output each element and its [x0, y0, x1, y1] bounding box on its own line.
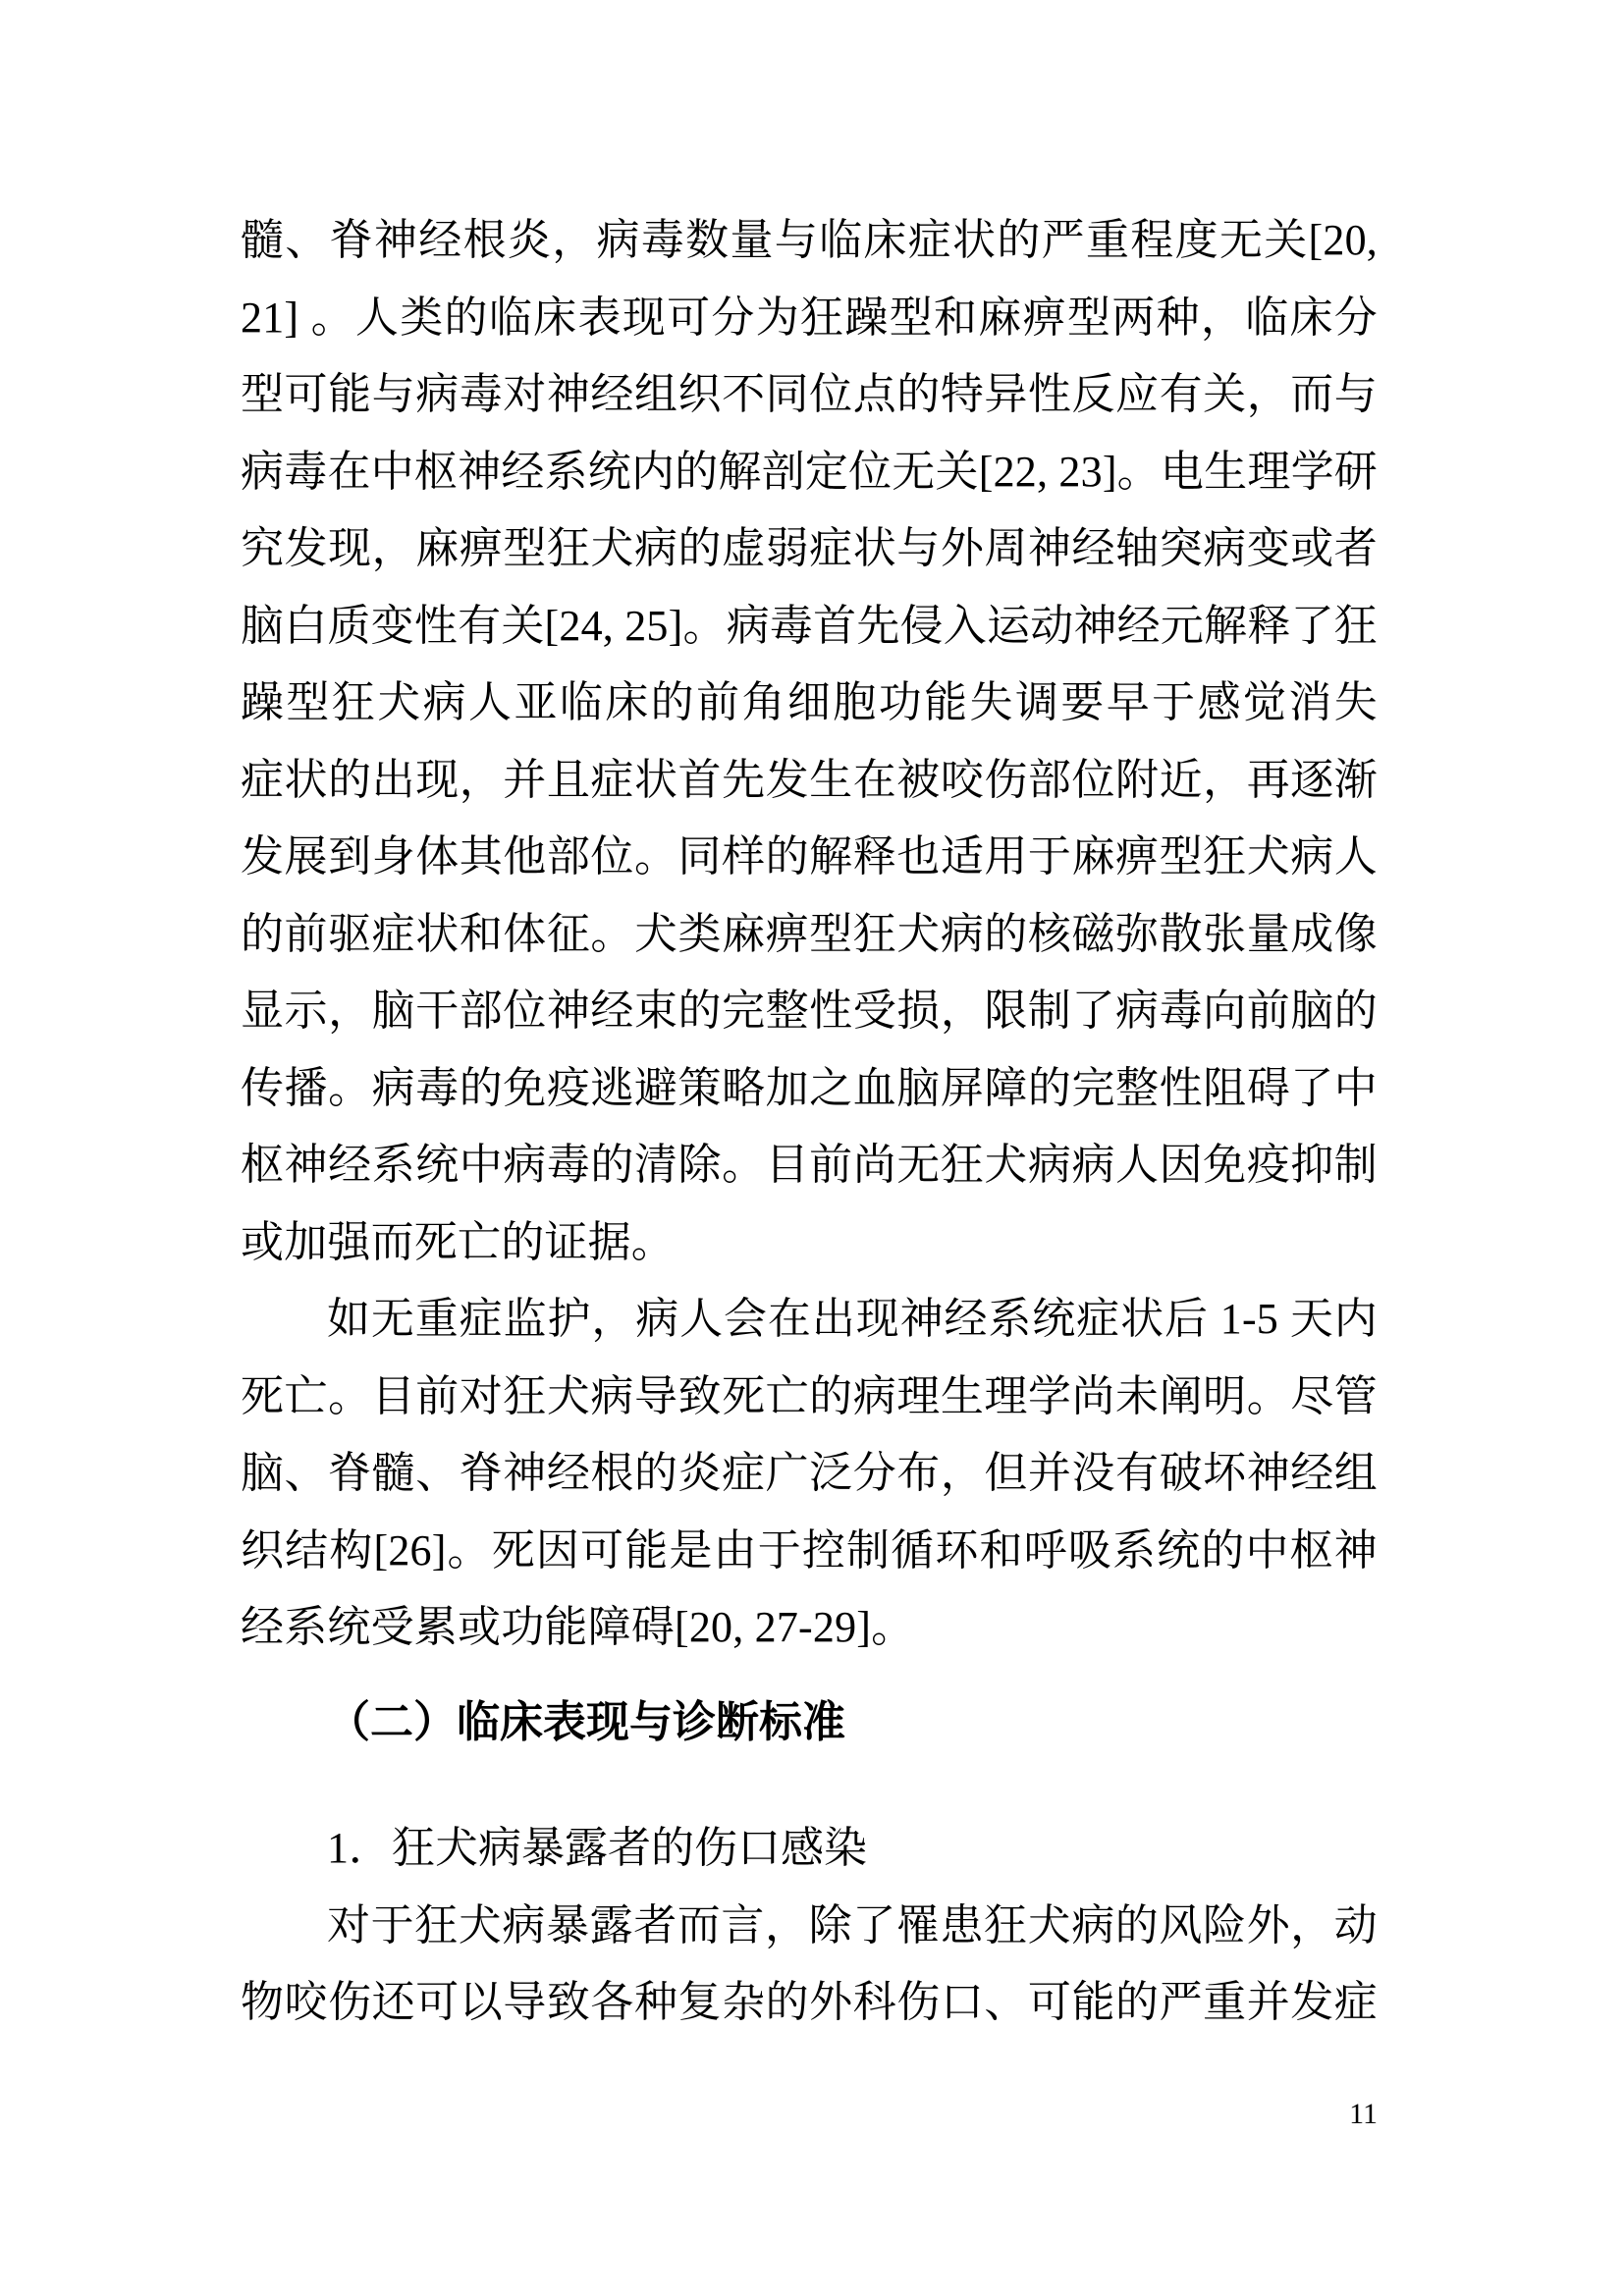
page-number: 11 [1349, 2098, 1378, 2130]
text-line: 21] 。人类的临床表现可分为狂躁型和麻痹型两种，临床分 [241, 293, 1378, 342]
text-line: 症状的出现，并且症状首先发生在被咬伤部位附近，再逐渐 [241, 755, 1378, 804]
text-line: 的前驱症状和体征。犬类麻痹型狂犬病的核磁弥散张量成像 [241, 909, 1378, 958]
text-line: 究发现，麻痹型狂犬病的虚弱症状与外周神经轴突病变或者 [241, 524, 1378, 572]
text-line: 传播。病毒的免疫逃避策略加之血脑屏障的完整性阻碍了中 [241, 1063, 1378, 1112]
text-line: 病毒在中枢神经系统内的解剖定位无关[22, 23]。电生理学研 [241, 447, 1378, 496]
text-line: 脑白质变性有关[24, 25]。病毒首先侵入运动神经元解释了狂 [241, 601, 1378, 650]
subsection-heading: 1．狂犬病暴露者的伤口感染 [327, 1824, 867, 1872]
section-heading: （二）临床表现与诊断标准 [327, 1697, 845, 1746]
paragraph-3 [241, 1888, 1378, 2042]
text-line: 脑、脊髓、脊神经根的炎症广泛分布，但并没有破坏神经组 [241, 1449, 1378, 1497]
text-line: 经系统受累或功能障碍[20, 27-29]。 [241, 1603, 915, 1651]
text-line: 型可能与病毒对神经组织不同位点的特异性反应有关，而与 [241, 370, 1378, 418]
text-line: 对于狂犬病暴露者而言，除了罹患狂犬病的风险外，动 [327, 1900, 1378, 1949]
text-line: 枢神经系统中病毒的清除。目前尚无狂犬病病人因免疫抑制 [241, 1141, 1378, 1189]
text-line: 发展到身体其他部位。同样的解释也适用于麻痹型狂犬病人 [241, 832, 1378, 881]
page-content [241, 202, 1378, 2042]
paragraph-2 [241, 1281, 1378, 1667]
text-line: 躁型狂犬病人亚临床的前角细胞功能失调要早于感觉消失 [241, 678, 1378, 726]
paragraph-1 [241, 202, 1378, 1281]
text-line: 物咬伤还可以导致各种复杂的外科伤口、可能的严重并发症 [241, 1978, 1378, 2026]
text-line: 显示，脑干部位神经束的完整性受损，限制了病毒向前脑的 [241, 987, 1378, 1035]
text-line: 如无重症监护，病人会在出现神经系统症状后 1-5 天内 [327, 1295, 1378, 1343]
text-line: 织结构[26]。死因可能是由于控制循环和呼吸系统的中枢神 [241, 1525, 1378, 1575]
text-line: 髓、脊神经根炎，病毒数量与临床症状的严重程度无关[20, [241, 216, 1378, 264]
text-line: 死亡。目前对狂犬病导致死亡的病理生理学尚未阐明。尽管 [241, 1371, 1378, 1420]
text-line: 或加强而死亡的证据。 [241, 1217, 675, 1266]
